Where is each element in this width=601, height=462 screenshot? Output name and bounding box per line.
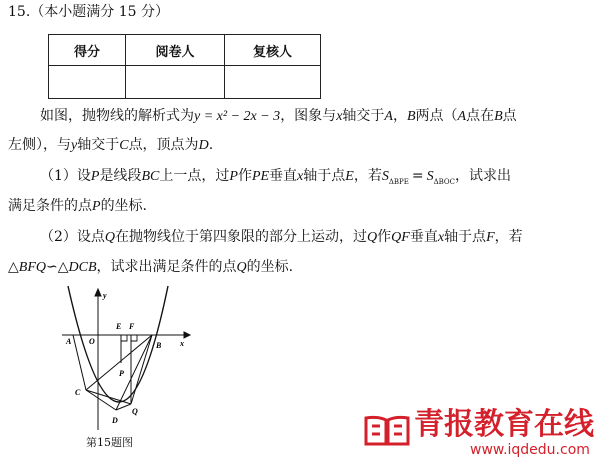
label-F: F xyxy=(129,322,135,331)
y-axis-arrow xyxy=(95,289,101,296)
label-E: E xyxy=(116,322,122,331)
grader-cell xyxy=(126,66,225,99)
score-header: 得分 xyxy=(49,35,126,66)
parabola-formula: y = x² − 2x − 3 xyxy=(194,109,281,124)
label-A: A xyxy=(66,337,72,346)
part1-line-1: （1）设P是线段BC上一点，过P作PE垂直x轴于点E，若$S_{\Delta BPE} = S_{\Delta BOC}$，试求出 xyxy=(40,168,512,186)
label-P: P xyxy=(119,369,124,378)
segment-QB xyxy=(131,335,152,404)
parabola-figure xyxy=(56,282,196,432)
right-angle-F xyxy=(131,335,137,341)
intro-line-2: 左侧），与y轴交于C点，顶点为D. xyxy=(8,137,214,153)
watermark-url: www.iqdedu.com xyxy=(470,442,590,458)
label-B: B xyxy=(156,341,162,350)
score-table xyxy=(48,34,321,99)
watermark-brand: 青报教育在线 xyxy=(414,407,594,442)
parabola-curve xyxy=(68,286,168,402)
part1-line-2: 满足条件的点P的坐标. xyxy=(8,198,148,214)
score-cell xyxy=(49,66,126,99)
reviewer-cell xyxy=(225,66,321,99)
x-axis-arrow xyxy=(184,332,190,338)
label-y: y xyxy=(103,291,107,300)
segment-AC xyxy=(73,335,86,390)
reviewer-header: 复核人 xyxy=(225,35,321,66)
label-D: D xyxy=(112,416,118,425)
segment-CB xyxy=(86,335,152,390)
part2-line-1: （2）设点Q在抛物线位于第四象限的部分上运动，过Q作QF垂直x轴于点F，若 xyxy=(40,229,523,245)
label-O: O xyxy=(89,337,95,346)
right-angle-E xyxy=(121,335,127,341)
grader-header: 阅卷人 xyxy=(126,35,225,66)
intro-line-1: 如图，抛物线的解析式为y = x² − 2x − 3，图象与x轴交于A，B两点（A点在B点 xyxy=(40,108,517,124)
part2-line-2: △BFQ∽△DCB，试求出满足条件的点Q的坐标. xyxy=(8,259,294,275)
label-C: C xyxy=(75,388,81,397)
label-Q: Q xyxy=(132,407,138,416)
book-logo-icon xyxy=(362,410,412,450)
question-header: 15.（本小题满分 15 分） xyxy=(8,4,169,20)
figure-caption: 第15题图 xyxy=(86,436,133,449)
label-x: x xyxy=(180,339,184,348)
